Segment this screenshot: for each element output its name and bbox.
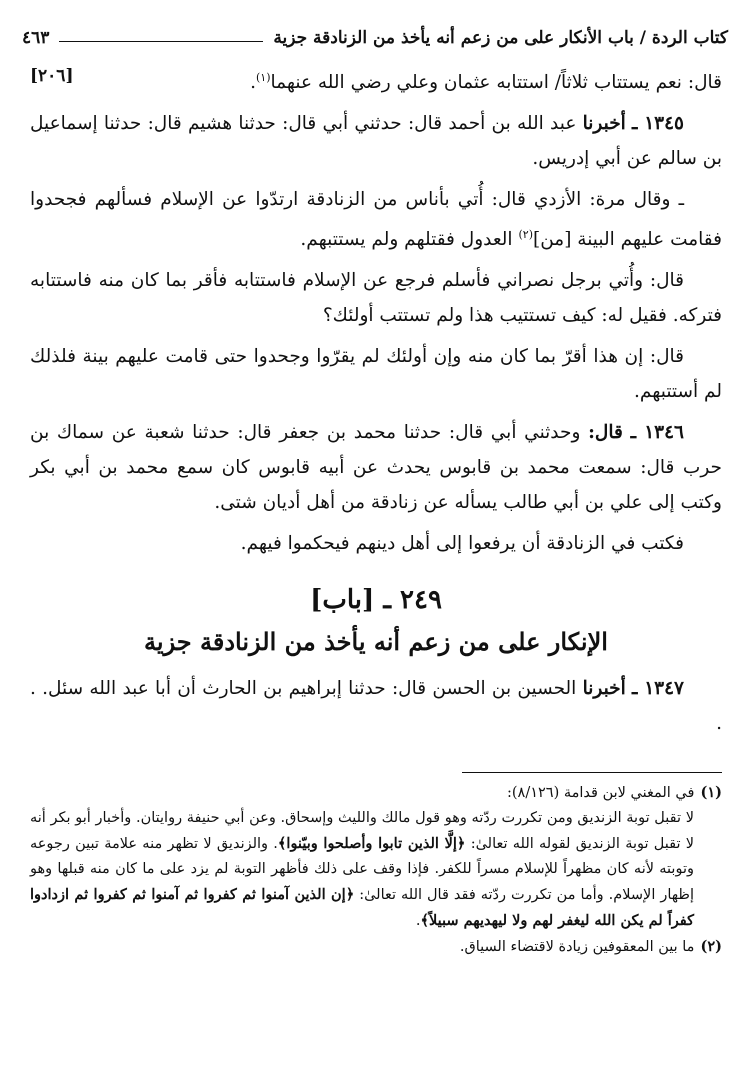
hadith-number: ١٣٤٥ ـ [632, 113, 684, 135]
footnote-marker: (١) [256, 71, 271, 84]
paragraph-3 [30, 263, 722, 333]
chapter-number: ٢٤٩ ـ [باب] [310, 585, 442, 616]
hadith-keyword: أخبرنا [582, 113, 626, 135]
paragraph-text: قال: إن هذا أقرّ بما كان منه وإن أولئك لم يقرّوا وجحدوا حتى قامت عليهم بينة فلذلك لم أستتبهم. [30, 346, 722, 403]
hadith-keyword: أخبرنا [582, 678, 626, 700]
hadith-text: عبد الله بن أحمد قال: حدثني أبي قال: حدثنا هشيم قال: حدثنا إسماعيل بن سالم عن أبي إدريس. [30, 113, 722, 170]
paragraph-text: فكتب في الزنادقة أن يرفعوا إلى أهل دينهم فيحكموا فيهم. [240, 533, 684, 555]
paragraph-2 [30, 182, 722, 257]
paragraph-text: ـ وقال مرة: الأزدي قال: أُتي بأناس من الزنادقة ارتدّوا عن الإسلام فسألهم فجحدوا فقامت عليهم البينة [من] [30, 189, 722, 251]
footnote-text: . والزنديق لا تظهر منه علامة تبين رجوعه وتوبته لأنه كان مظهراً للإسلام مسراً للكفر. فإذا وقف على ذلك فأظهر التوبة لم يزد على ما كان منه قبلها وهو إظهار الإسلام. وأما من تكررت ردّته فقد قال الله تعالىٰ: [30, 836, 695, 903]
footnote-number: (١) [700, 784, 722, 801]
paragraph-text: قال: وأُتي برجل نصراني فأسلم فرجع عن الإسلام فاستتابه فأقر بما كان منه فاستتابه فتركه. فقيل له: كيف تستتيب هذا ولم تستتب أولئك؟ [30, 270, 722, 327]
paragraph-text: العدول فقتلهم ولم يستتبهم. [300, 229, 513, 251]
margin-reference: [٢٠٦] [30, 66, 74, 86]
footnote-marker: (٢) [518, 228, 533, 242]
footnote-1-body [30, 806, 722, 934]
footnote-separator [462, 772, 722, 773]
paragraph-4 [30, 339, 722, 409]
footnote-2 [30, 934, 722, 960]
header-rule [59, 41, 263, 42]
chapter-title: الإنكار على من زعم أنه يأخذ من الزنادقة جزية [144, 627, 608, 657]
footnotes [30, 780, 722, 960]
footnote-text: لا تقبل توبة الزنديق ومن تكررت ردّته وهو قول مالك والليث وإسحاق. وعن أبي حنيفة روايتان. وأخبار أبو بكر أنه لا تقبل توبة الزنديق لقوله الله تعالىٰ: [30, 810, 695, 852]
header-title: كتاب الردة / باب الأنكار على من زعم أنه يأخذ من الزنادقة جزية [273, 28, 728, 48]
hadith-text: الحسين بن الحسن قال: حدثنا إبراهيم بن الحارث أن أبا عبد الله سئل. . . [30, 678, 722, 735]
paragraph-continuation: قال: نعم يستتاب ثلاثاً/ استتابه عثمان وعلي رضي الله عنهما$^{(١)}$. [250, 71, 722, 94]
footnote-text: . [415, 913, 421, 929]
paragraph-text: قال: نعم يستتاب ثلاثاً/ استتابه عثمان وعلي رضي الله عنهما [270, 72, 722, 94]
running-header [22, 14, 728, 48]
hadith-number: ١٣٤٦ ـ [630, 422, 684, 444]
quran-quote: ﴿إن الذين آمنوا ثم كفروا ثم آمنوا ثم كفروا ثم ازدادوا كفراً لم يكن الله ليغفر لهم ولا ليهديهم سبيلاً﴾ [30, 886, 694, 929]
paragraph-6 [30, 526, 722, 561]
hadith-1347 [30, 671, 722, 741]
page-number: ٤٦٣ [22, 28, 50, 48]
hadith-keyword: قال: [588, 422, 623, 444]
main-text [30, 60, 722, 747]
hadith-1345 [30, 106, 722, 176]
hadith-text: وحدثني أبي قال: حدثنا محمد بن جعفر قال: حدثنا شعبة عن سماك بن حرب قال: سمعت محمد بن قابوس يحدث عن أبيه قابوس كان سمع محمد بن أبي بكر وكتب إلى علي بن أبي طالب يسأله عن زنادقة من أهل أديان شتى. [30, 422, 722, 514]
quran-quote: ﴿إلَّا الذين تابوا وأصلحوا وبيّنوا﴾ [277, 835, 466, 852]
footnote-number: (٢) [700, 938, 722, 955]
footnote-text: في المغني لابن قدامة (٨/١٢٦): [507, 785, 695, 801]
hadith-number: ١٣٤٧ ـ [632, 678, 684, 700]
footnote-1-head [30, 780, 722, 806]
hadith-1346 [30, 415, 722, 520]
footnote-text: ما بين المعقوفين زيادة لاقتضاء السياق. [459, 939, 695, 955]
